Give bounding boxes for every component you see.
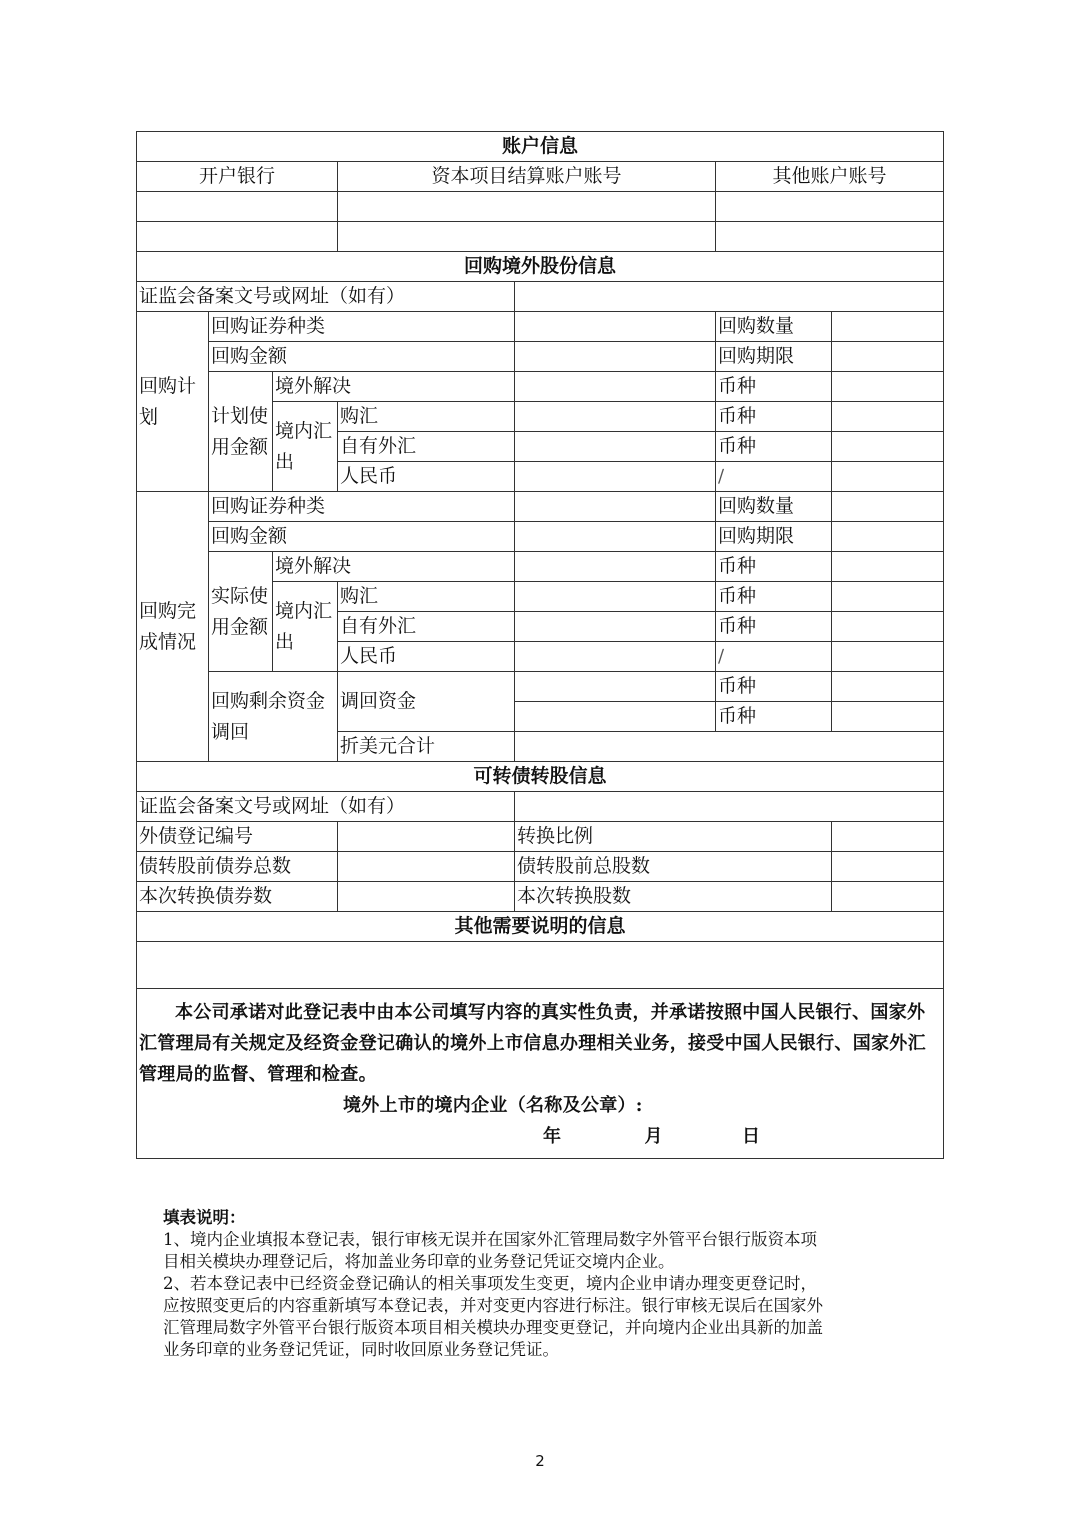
convertible-csrc-label: 证监会备案文号或网址（如有） — [137, 792, 515, 822]
conversion-ratio-field[interactable] — [832, 822, 944, 852]
plan-rmb-field[interactable] — [515, 462, 716, 492]
completion-overseas-field[interactable] — [515, 552, 716, 582]
foreign-debt-no-field[interactable] — [338, 822, 515, 852]
shares-converted-label: 本次转换股数 — [515, 882, 832, 912]
csrc-filing-label: 证监会备案文号或网址（如有） — [137, 282, 515, 312]
bonds-converted-field[interactable] — [338, 882, 515, 912]
completion-overseas-label: 境外解决 — [273, 552, 515, 582]
plan-rmb-extra-field[interactable] — [832, 462, 944, 492]
pledge-text: 本公司承诺对此登记表中由本公司填写内容的真实性负责，并承诺按照中国人民银行、国家外汇管理局有关规定及经资金登记确认的境外上市信息办理相关业务，接受中国人民银行、国家外汇管理局的监督、管理和检查。 — [139, 1002, 926, 1085]
csrc-filing-field[interactable] — [515, 282, 944, 312]
plan-purchase-fx-label: 购汇 — [338, 402, 515, 432]
repatriated-currency-field[interactable] — [832, 672, 944, 702]
plan-currency-label: 币种 — [716, 372, 832, 402]
convertible-csrc-field[interactable] — [515, 792, 944, 822]
total-shares-before-field[interactable] — [832, 852, 944, 882]
other-account-field[interactable] — [716, 222, 944, 252]
pledge-row — [137, 989, 944, 1159]
other-info-row — [137, 942, 944, 989]
plan-rmb-slash: ∕ — [716, 462, 832, 492]
completion-purchase-fx-label: 购汇 — [338, 582, 515, 612]
buyback-section-title: 回购境外股份信息 — [137, 252, 944, 282]
plan-quantity-label: 回购数量 — [716, 312, 832, 342]
account-section-header-row — [137, 132, 944, 162]
convertible-row — [137, 882, 944, 912]
remaining-funds-label: 回购剩余资金调回 — [209, 672, 338, 762]
completion-period-label: 回购期限 — [716, 522, 832, 552]
bonds-converted-label: 本次转换债券数 — [137, 882, 338, 912]
completion-currency-label: 币种 — [716, 612, 832, 642]
total-bonds-before-field[interactable] — [338, 852, 515, 882]
plan-overseas-label: 境外解决 — [273, 372, 515, 402]
completion-use-amount-label: 实际使用金额 — [209, 552, 273, 672]
repatriated-funds-label: 调回资金 — [338, 672, 515, 732]
total-shares-before-label: 债转股前总股数 — [515, 852, 832, 882]
capital-account-field[interactable] — [338, 222, 716, 252]
instruction-item: 1、境内企业填报本登记表，银行审核无误并在国家外汇管理局数字外管平台银行版资本项 — [163, 1230, 817, 1249]
completion-currency-label: 币种 — [716, 552, 832, 582]
capital-account-field[interactable] — [338, 192, 716, 222]
completion-rmb-label: 人民币 — [338, 642, 515, 672]
bank-column-header: 开户银行 — [137, 162, 338, 192]
plan-period-field[interactable] — [832, 342, 944, 372]
plan-overseas-field[interactable] — [515, 372, 716, 402]
year-label: 年 — [543, 1126, 562, 1147]
completion-rmb-slash: ∕ — [716, 642, 832, 672]
completion-quantity-field[interactable] — [832, 492, 944, 522]
other-section-title: 其他需要说明的信息 — [137, 912, 944, 942]
convertible-row — [137, 822, 944, 852]
completion-currency-label: 币种 — [716, 582, 832, 612]
plan-currency-label: 币种 — [716, 432, 832, 462]
instructions-title: 填表说明： — [163, 1208, 246, 1227]
plan-purchase-fx-field[interactable] — [515, 402, 716, 432]
day-label: 日 — [741, 1126, 761, 1147]
plan-currency-field[interactable] — [832, 432, 944, 462]
completion-domestic-label: 境内汇出 — [273, 582, 338, 672]
completion-rmb-field[interactable] — [515, 642, 716, 672]
completion-period-field[interactable] — [832, 522, 944, 552]
date-line — [543, 1121, 943, 1152]
completion-amount-label: 回购金额 — [209, 522, 515, 552]
buyback-section-header-row — [137, 252, 944, 282]
repatriated-currency-label: 币种 — [716, 702, 832, 732]
other-account-field[interactable] — [716, 192, 944, 222]
registration-form-table — [136, 131, 944, 1159]
filling-instructions — [163, 1207, 923, 1361]
plan-currency-field[interactable] — [832, 372, 944, 402]
completion-currency-field[interactable] — [832, 612, 944, 642]
plan-amount-field[interactable] — [515, 342, 716, 372]
instruction-item: 应按照变更后的内容重新填写本登记表，并对变更内容进行标注。银行审核无误后在国家外 — [163, 1296, 823, 1315]
repatriated-currency-label: 币种 — [716, 672, 832, 702]
month-label: 月 — [644, 1126, 663, 1147]
completion-label: 回购完成情况 — [137, 492, 209, 762]
completion-securities-type-field[interactable] — [515, 492, 716, 522]
completion-row — [137, 552, 944, 582]
account-column-header-row — [137, 162, 944, 192]
plan-own-fx-label: 自有外汇 — [338, 432, 515, 462]
other-section-header-row — [137, 912, 944, 942]
completion-own-fx-field[interactable] — [515, 612, 716, 642]
completion-quantity-label: 回购数量 — [716, 492, 832, 522]
convertible-section-title: 可转债转股信息 — [137, 762, 944, 792]
bank-field[interactable] — [137, 222, 338, 252]
plan-own-fx-field[interactable] — [515, 432, 716, 462]
other-info-field[interactable] — [137, 942, 944, 989]
plan-row — [137, 342, 944, 372]
plan-row — [137, 312, 944, 342]
page-number: 2 — [535, 1452, 545, 1470]
signature-label: 境外上市的境内企业（名称及公章）: — [343, 1095, 643, 1116]
capital-account-column-header: 资本项目结算账户账号 — [338, 162, 716, 192]
plan-domestic-label: 境内汇出 — [273, 402, 338, 492]
usd-total-label: 折美元合计 — [338, 732, 515, 762]
completion-currency-field[interactable] — [832, 552, 944, 582]
plan-currency-field[interactable] — [832, 402, 944, 432]
conversion-ratio-label: 转换比例 — [515, 822, 832, 852]
instruction-item: 目相关模块办理登记后，将加盖业务印章的业务登记凭证交境内企业。 — [163, 1252, 675, 1271]
plan-label: 回购计划 — [137, 312, 209, 492]
completion-purchase-fx-field[interactable] — [515, 582, 716, 612]
plan-amount-label: 回购金额 — [209, 342, 515, 372]
pledge-cell — [137, 989, 944, 1159]
foreign-debt-no-label: 外债登记编号 — [137, 822, 338, 852]
total-bonds-before-label: 债转股前债券总数 — [137, 852, 338, 882]
repatriated-currency-field[interactable] — [832, 702, 944, 732]
buyback-csrc-row — [137, 282, 944, 312]
completion-row — [137, 522, 944, 552]
plan-period-label: 回购期限 — [716, 342, 832, 372]
completion-own-fx-label: 自有外汇 — [338, 612, 515, 642]
plan-rmb-label: 人民币 — [338, 462, 515, 492]
bank-field[interactable] — [137, 192, 338, 222]
completion-amount-field[interactable] — [515, 522, 716, 552]
instruction-item: 业务印章的业务登记凭证，同时收回原业务登记凭证。 — [163, 1340, 559, 1359]
completion-row — [137, 492, 944, 522]
shares-converted-field[interactable] — [832, 882, 944, 912]
plan-securities-type-field[interactable] — [515, 312, 716, 342]
plan-currency-label: 币种 — [716, 402, 832, 432]
other-account-column-header: 其他账户账号 — [716, 162, 944, 192]
plan-use-amount-label: 计划使用金额 — [209, 372, 273, 492]
plan-row — [137, 372, 944, 402]
completion-currency-field[interactable] — [832, 582, 944, 612]
repatriated-funds-field[interactable] — [515, 672, 716, 702]
instruction-item: 2、若本登记表中已经资金登记确认的相关事项发生变更，境内企业申请办理变更登记时， — [163, 1274, 817, 1293]
usd-total-field[interactable] — [515, 732, 944, 762]
instruction-item: 汇管理局数字外管平台银行版资本项目相关模块办理变更登记，并向境内企业出具新的加盖 — [163, 1318, 823, 1337]
convertible-section-header-row — [137, 762, 944, 792]
account-row — [137, 192, 944, 222]
plan-quantity-field[interactable] — [832, 312, 944, 342]
completion-row — [137, 672, 944, 702]
completion-securities-type-label: 回购证券种类 — [209, 492, 515, 522]
convertible-csrc-row — [137, 792, 944, 822]
plan-securities-type-label: 回购证券种类 — [209, 312, 515, 342]
convertible-row — [137, 852, 944, 882]
account-section-title: 账户信息 — [137, 132, 944, 162]
completion-rmb-extra-field[interactable] — [832, 642, 944, 672]
account-row — [137, 222, 944, 252]
repatriated-funds-field[interactable] — [515, 702, 716, 732]
